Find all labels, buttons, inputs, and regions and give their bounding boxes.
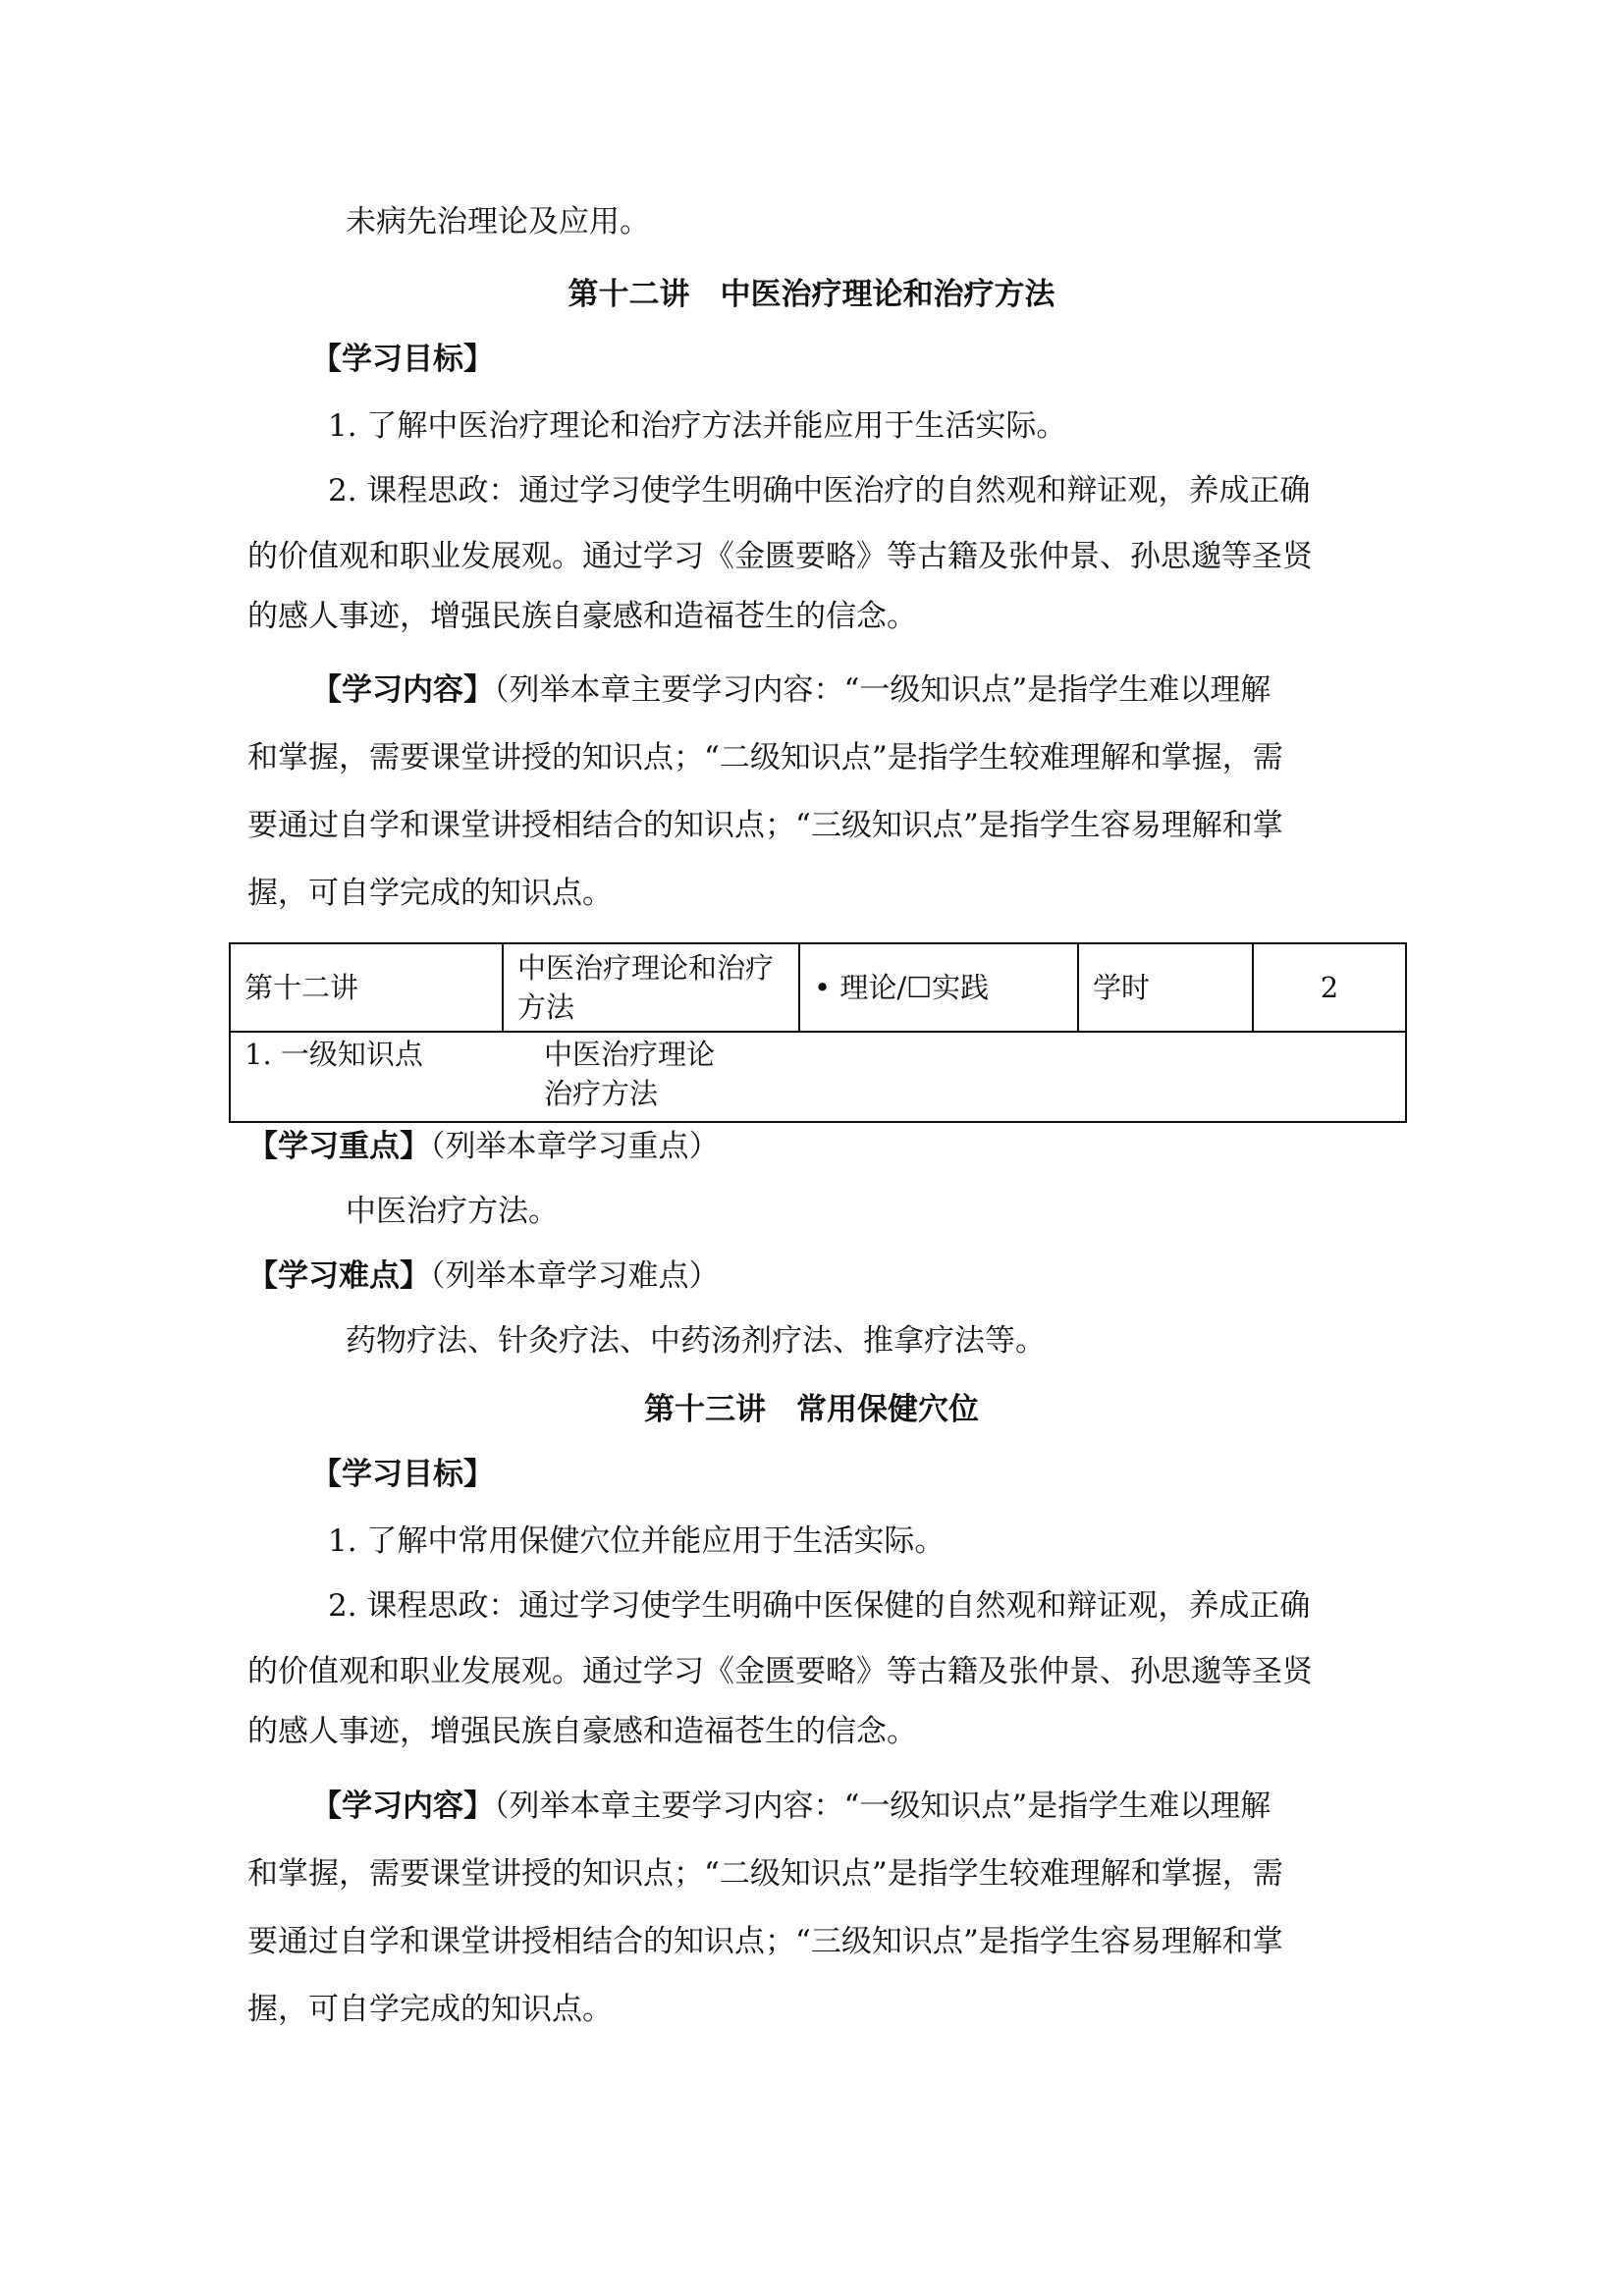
lecture13-goal2-line: 2. 课程思政：通过学习使学生明确中医保健的自然观和辩证观，养成正确 [328,1588,1311,1624]
knowledge-level-label: 1. 一级知识点 [244,1038,423,1071]
lecture12-goals-heading: 【学习目标】 [311,342,494,377]
lecture12-content-heading: 【学习内容】 [311,672,494,708]
knowledge-point-table [229,942,1407,1123]
lecture12-goal2-line: 2. 课程思政：通过学习使学生明确中医治疗的自然观和辩证观，养成正确 [328,473,1311,508]
lecture13-content-paragraph [311,1787,1271,1826]
intro-line: 未病先治理论及应用。 [346,204,650,240]
lecture12-key-note: （列举本章学习重点） [430,1129,720,1164]
lecture12-goal1: 1. 了解中医治疗理论和治疗方法并能应用于生活实际。 [328,408,1067,444]
lecture13-goal2-line: 的感人事迹，增强民族自豪感和造福苍生的信念。 [247,1714,917,1749]
lecture13-title: 第十三讲 常用保健穴位 [644,1392,979,1427]
lecture13-goal2-line: 的价值观和职业发展观。通过学习《金匮要略》等古籍及张仲景、孙思邈等圣贤 [247,1654,1313,1689]
lecture13-content-line: 和掌握，需要课堂讲授的知识点；“二级知识点”是指学生较难理解和掌握，需 [247,1856,1283,1892]
lecture12-content-line: 握，可自学完成的知识点。 [247,876,613,911]
lecture12-goal2-line: 的价值观和职业发展观。通过学习《金匮要略》等古籍及张仲景、孙思邈等圣贤 [247,539,1313,574]
lecture13-content-line: 要通过自学和课堂讲授相结合的知识点；“三级知识点”是指学生容易理解和掌 [247,1924,1283,1959]
table-row [230,1032,1406,1122]
lecture12-key-heading: 【学习重点】 [247,1129,430,1164]
table-cell-knowledge-points [230,1032,1406,1122]
lecture12-content-paragraph [311,670,1271,710]
lecture12-content-line: （列举本章主要学习内容：“一级知识点”是指学生难以理解 [494,672,1271,708]
table-cell-hours: 2 [1253,943,1406,1032]
lecture13-content-heading: 【学习内容】 [311,1789,494,1824]
table-cell-type: • 理论/☐实践 [799,943,1078,1032]
lecture12-key-text: 中医治疗方法。 [346,1194,559,1229]
lecture12-content-line: 和掌握，需要课堂讲授的知识点；“二级知识点”是指学生较难理解和掌握，需 [247,740,1283,775]
lecture12-difficult-note: （列举本章学习难点） [430,1258,720,1294]
lecture12-difficult-text: 药物疗法、针灸疗法、中药汤剂疗法、推拿疗法等。 [346,1323,1046,1359]
knowledge-point-item: 中医治疗理论 [544,1038,716,1071]
table-row [230,943,1406,1032]
table-cell-topic: 中医治疗理论和治疗方法 [503,943,799,1032]
table-cell-hours-label: 学时 [1078,943,1253,1032]
lecture12-title: 第十二讲 中医治疗理论和治疗方法 [568,277,1055,312]
lecture12-key-points [247,1127,720,1166]
lecture13-goal1: 1. 了解中常用保健穴位并能应用于生活实际。 [328,1523,946,1559]
lecture12-goal2-line: 的感人事迹，增强民族自豪感和造福苍生的信念。 [247,599,917,634]
table-cell-lecture: 第十二讲 [230,943,503,1032]
lecture13-content-line: （列举本章主要学习内容：“一级知识点”是指学生难以理解 [494,1789,1271,1824]
lecture12-difficult-heading: 【学习难点】 [247,1258,430,1294]
knowledge-point-item: 治疗方法 [544,1077,659,1110]
lecture13-goals-heading: 【学习目标】 [311,1457,494,1492]
lecture12-content-line: 要通过自学和课堂讲授相结合的知识点；“三级知识点”是指学生容易理解和掌 [247,808,1283,843]
lecture13-content-line: 握，可自学完成的知识点。 [247,1992,613,2027]
lecture12-difficult-points [247,1256,720,1296]
